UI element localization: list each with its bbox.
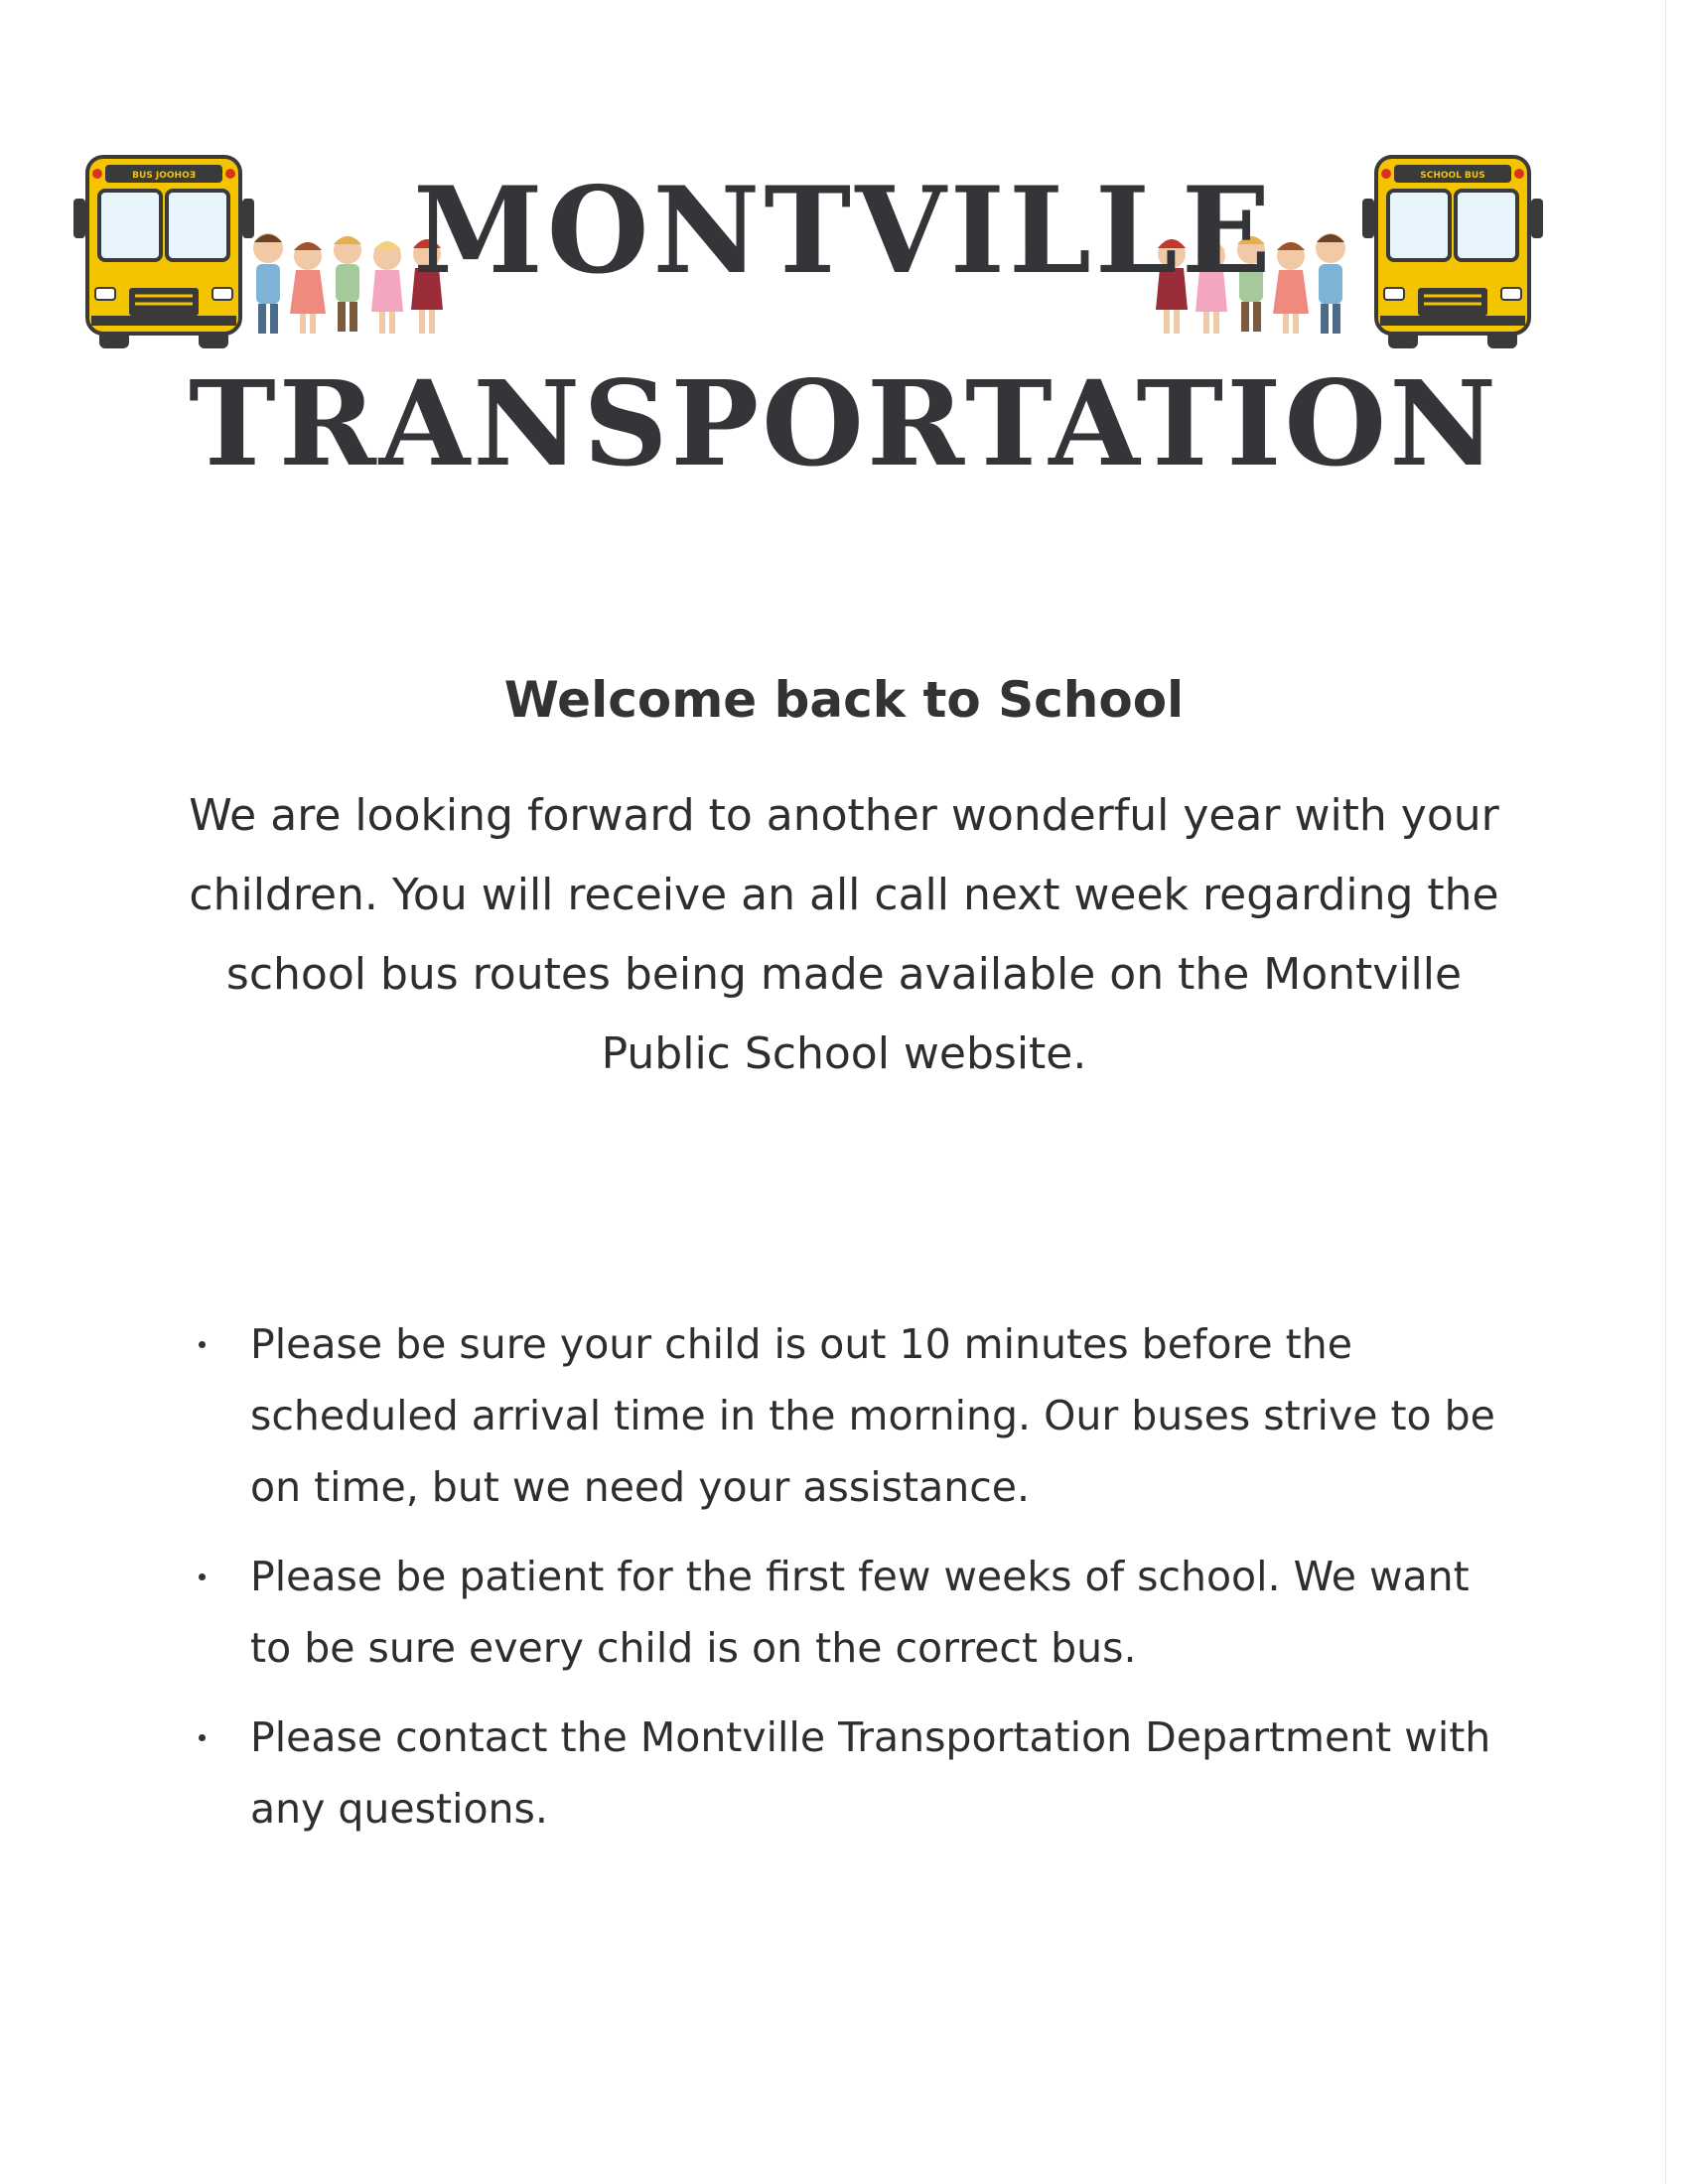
welcome-heading: Welcome back to School: [503, 671, 1185, 729]
intro-paragraph: We are looking forward to another wonderful year with your children. You will receive an all call next week regarding the school bus routes being made available on the Montville Public School website.: [189, 790, 1499, 1079]
title-line-2: TRANSPORTATION: [188, 354, 1500, 492]
bus-sign-text: SCHOOL BUS: [1420, 171, 1485, 181]
bullet-text: Please be patient for the first few weeks of school. We want to be sure every child is on the correct bus.: [250, 1553, 1470, 1672]
bullet-icon: [199, 1341, 206, 1348]
list-item: [199, 1308, 1519, 1523]
scan-edge-line: [1665, 0, 1666, 2184]
list-item: [199, 1541, 1519, 1684]
bullet-icon: [199, 1573, 206, 1580]
list-item: [199, 1702, 1519, 1844]
bullet-text: Please be sure your child is out 10 minutes before the scheduled arrival time in the morning. Our buses strive to be on time, but we need your assistance.: [250, 1320, 1495, 1511]
title-line-1: MONTVILLE: [413, 159, 1275, 301]
bullet-icon: [199, 1734, 206, 1741]
bullet-text: Please contact the Montville Transportation Department with any questions.: [250, 1713, 1491, 1833]
notice-bullet-list: [199, 1308, 1519, 1862]
bus-sign-text: BUS JOOHOƎ: [132, 171, 196, 181]
